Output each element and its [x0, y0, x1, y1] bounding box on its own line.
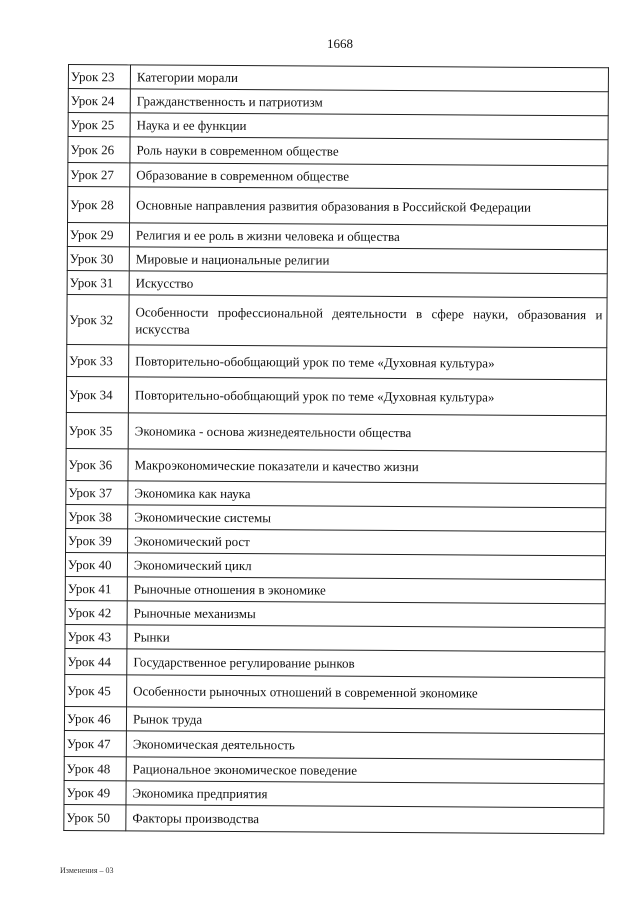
lesson-number: Урок 37: [66, 480, 128, 504]
lesson-topic: Роль науки в современном обществе: [130, 137, 608, 166]
lesson-topic: Экономический цикл: [127, 553, 605, 580]
lesson-number: Урок 41: [65, 576, 127, 600]
table-row: [66, 376, 606, 415]
table-row: [68, 163, 608, 190]
lesson-number: Урок 24: [68, 89, 130, 113]
lesson-topic: Рациональное экономическое поведение: [126, 757, 604, 784]
lesson-topic: Экономическая деятельность: [126, 731, 604, 760]
lesson-topic: Повторительно-обобщающий урок по теме «Духовная культура»: [129, 345, 607, 380]
lesson-topic: Религия и ее роль в жизни человека и общества: [129, 223, 607, 250]
lesson-topic: Экономика как наука: [128, 481, 606, 508]
lesson-number: Урок 44: [65, 648, 127, 674]
lesson-number: Урок 32: [67, 294, 129, 344]
lesson-number: Урок 43: [65, 624, 127, 648]
lesson-number: Урок 29: [67, 223, 129, 247]
lesson-number: Урок 33: [67, 344, 129, 376]
lesson-number: Урок 30: [67, 246, 129, 270]
lesson-number: Урок 49: [64, 780, 126, 804]
table-row: [67, 294, 607, 347]
lesson-topic: Особенности рыночных отношений в современной экономике: [127, 675, 605, 710]
lesson-number: Урок 35: [66, 412, 128, 448]
table-row: [65, 600, 605, 627]
lesson-number: Урок 38: [66, 504, 128, 528]
table-row: [64, 756, 604, 783]
table-row: [65, 552, 605, 579]
lesson-topic: Основные направления развития образования в Российской Федерации: [130, 187, 608, 226]
lesson-number: Урок 23: [68, 65, 130, 89]
page-number: 1668: [327, 36, 353, 51]
lesson-topic: Образование в современном обществе: [130, 163, 608, 190]
lesson-number: Урок 50: [64, 804, 126, 830]
table-row: [68, 65, 608, 92]
lesson-number: Урок 46: [64, 706, 126, 730]
lesson-topic: Особенности профессиональной деятельности в сфере науки, образования и искусства: [129, 295, 607, 348]
lesson-number: Урок 31: [67, 270, 129, 294]
table-row: [68, 137, 608, 166]
table-row: [66, 412, 606, 451]
lesson-topic: Макроэкономические показатели и качество жизни: [128, 449, 606, 484]
lesson-topic: Гражданственность и патриотизм: [130, 89, 608, 116]
lesson-number: Урок 39: [66, 528, 128, 552]
table-row: [67, 223, 607, 250]
table-row: [66, 448, 606, 483]
table-row: [65, 648, 605, 677]
lesson-topic: Наука и ее функции: [130, 113, 608, 140]
table-row: [65, 576, 605, 603]
table-row: [66, 480, 606, 507]
table-row: [66, 528, 606, 555]
lesson-topic: Рынки: [127, 625, 605, 652]
table-row: [66, 504, 606, 531]
lesson-number: Урок 42: [65, 600, 127, 624]
table-row: [64, 730, 604, 759]
lesson-topic: Искусство: [129, 271, 607, 298]
lesson-topic: Экономика - основа жизнедеятельности общества: [128, 413, 606, 452]
lesson-topic: Факторы производства: [126, 805, 604, 834]
table-row: [67, 344, 607, 379]
table-row: [68, 113, 608, 140]
lesson-number: Урок 40: [65, 552, 127, 576]
lesson-number: Урок 36: [66, 448, 128, 480]
table-row: [65, 674, 605, 709]
lesson-topic: Государственное регулирование рынков: [127, 649, 605, 678]
lesson-number: Урок 34: [66, 376, 128, 412]
lesson-number: Урок 47: [64, 730, 126, 756]
lesson-topic: Экономический рост: [128, 529, 606, 556]
lesson-number: Урок 45: [65, 674, 127, 706]
table-row: [68, 187, 608, 226]
lesson-topic: Повторительно-обобщающий урок по теме «Духовная культура»: [128, 377, 606, 416]
table-row: [64, 804, 604, 833]
lesson-number: Урок 48: [64, 756, 126, 780]
lesson-topic: Мировые и национальные религии: [129, 247, 607, 274]
table-row: [67, 246, 607, 273]
lesson-topic: Рынок труда: [126, 707, 604, 734]
table-row: [65, 624, 605, 651]
lesson-topic: Категории морали: [130, 65, 608, 92]
table-row: [64, 706, 604, 733]
lesson-topic: Рыночные механизмы: [127, 601, 605, 628]
lesson-number: Урок 28: [68, 187, 130, 223]
table-row: [64, 780, 604, 807]
lesson-topic: Рыночные отношения в экономике: [127, 577, 605, 604]
lesson-number: Урок 26: [68, 137, 130, 163]
lesson-topic: Экономика предприятия: [126, 781, 604, 808]
table-row: [67, 270, 607, 297]
lessons-table: [63, 64, 609, 834]
revision-footer: Изменения – 03: [60, 866, 114, 875]
lesson-number: Урок 27: [68, 163, 130, 187]
table-row: [68, 89, 608, 116]
lesson-topic: Экономические системы: [128, 505, 606, 532]
lesson-number: Урок 25: [68, 113, 130, 137]
